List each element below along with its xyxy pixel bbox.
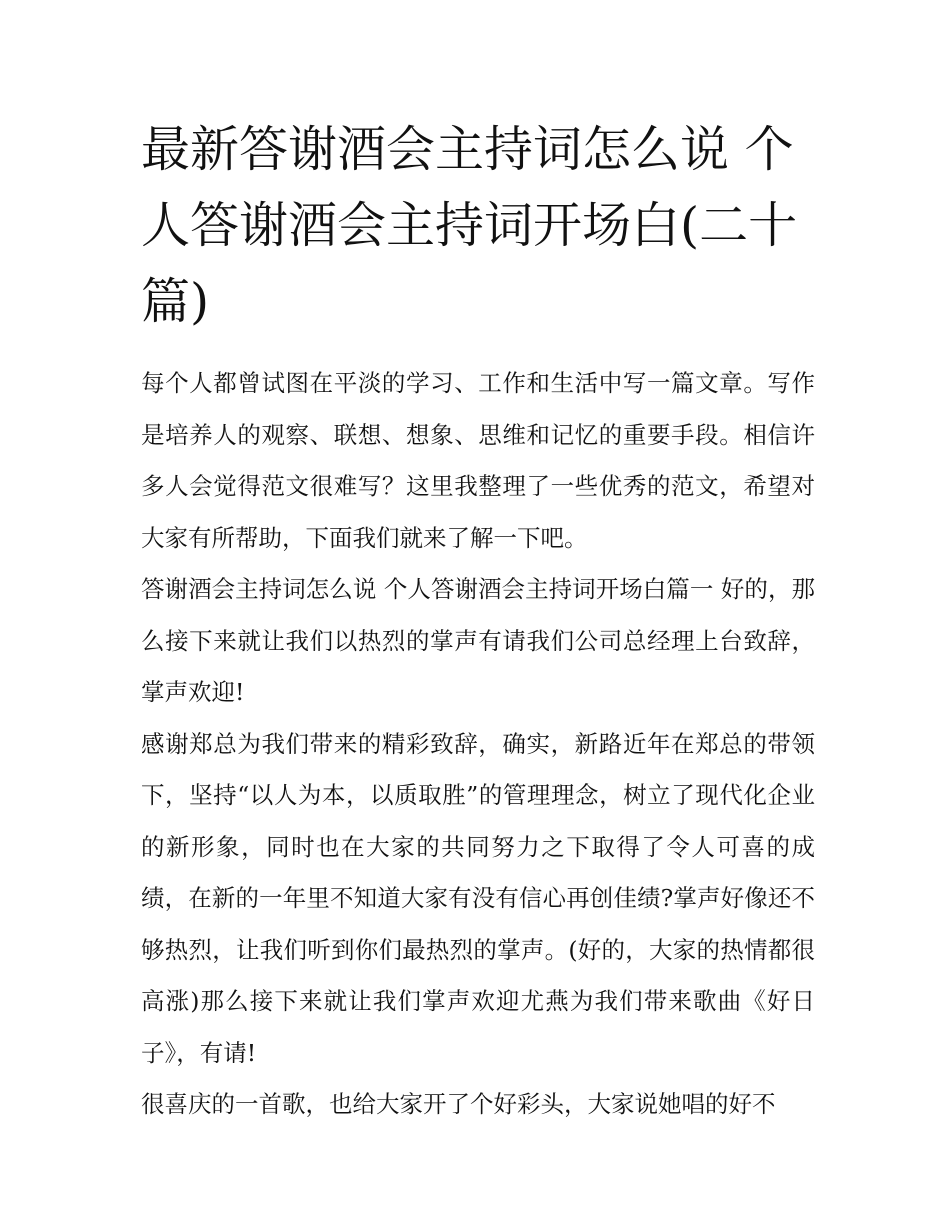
paragraph-intro: 每个人都曾试图在平淡的学习、工作和生活中写一篇文章。写作是培养人的观察、联想、想象、思维和记忆的重要手段。相信许多人会觉得范文很难写？这里我整理了一些优秀的范文，希望对大家有所帮助，下面我们就来了解一下吧。 [141,369,815,552]
document-title: 最新答谢酒会主持词怎么说 个人答谢酒会主持词开场白(二十篇) [141,121,798,330]
paragraph-song-comment: 很喜庆的一首歌，也给大家开了个好彩头，大家说她唱的好不 [141,1090,776,1118]
paragraph-part-one: 答谢酒会主持词怎么说 个人答谢酒会主持词开场白篇一 好的，那么接下来就让我们以热烈的掌声有请我们公司总经理上台致辞，掌声欢迎! [141,575,815,706]
paragraph-thanks-speech: 感谢郑总为我们带来的精彩致辞，确实，新路近年在郑总的带领下，坚持“以人为本，以质取胜”的管理理念，树立了现代化企业的新形象，同时也在大家的共同努力之下取得了令人可喜的成绩，在新的一年里不知道大家有没有信心再创佳绩?掌声好像还不够热烈，让我们听到你们最热烈的掌声。(好的，大家的热情都很高涨)那么接下来就让我们掌声欢迎尤燕为我们带来歌曲《好日子》，有请! [141,729,815,1067]
document-page [141,112,815,1131]
document-body [141,358,815,1131]
